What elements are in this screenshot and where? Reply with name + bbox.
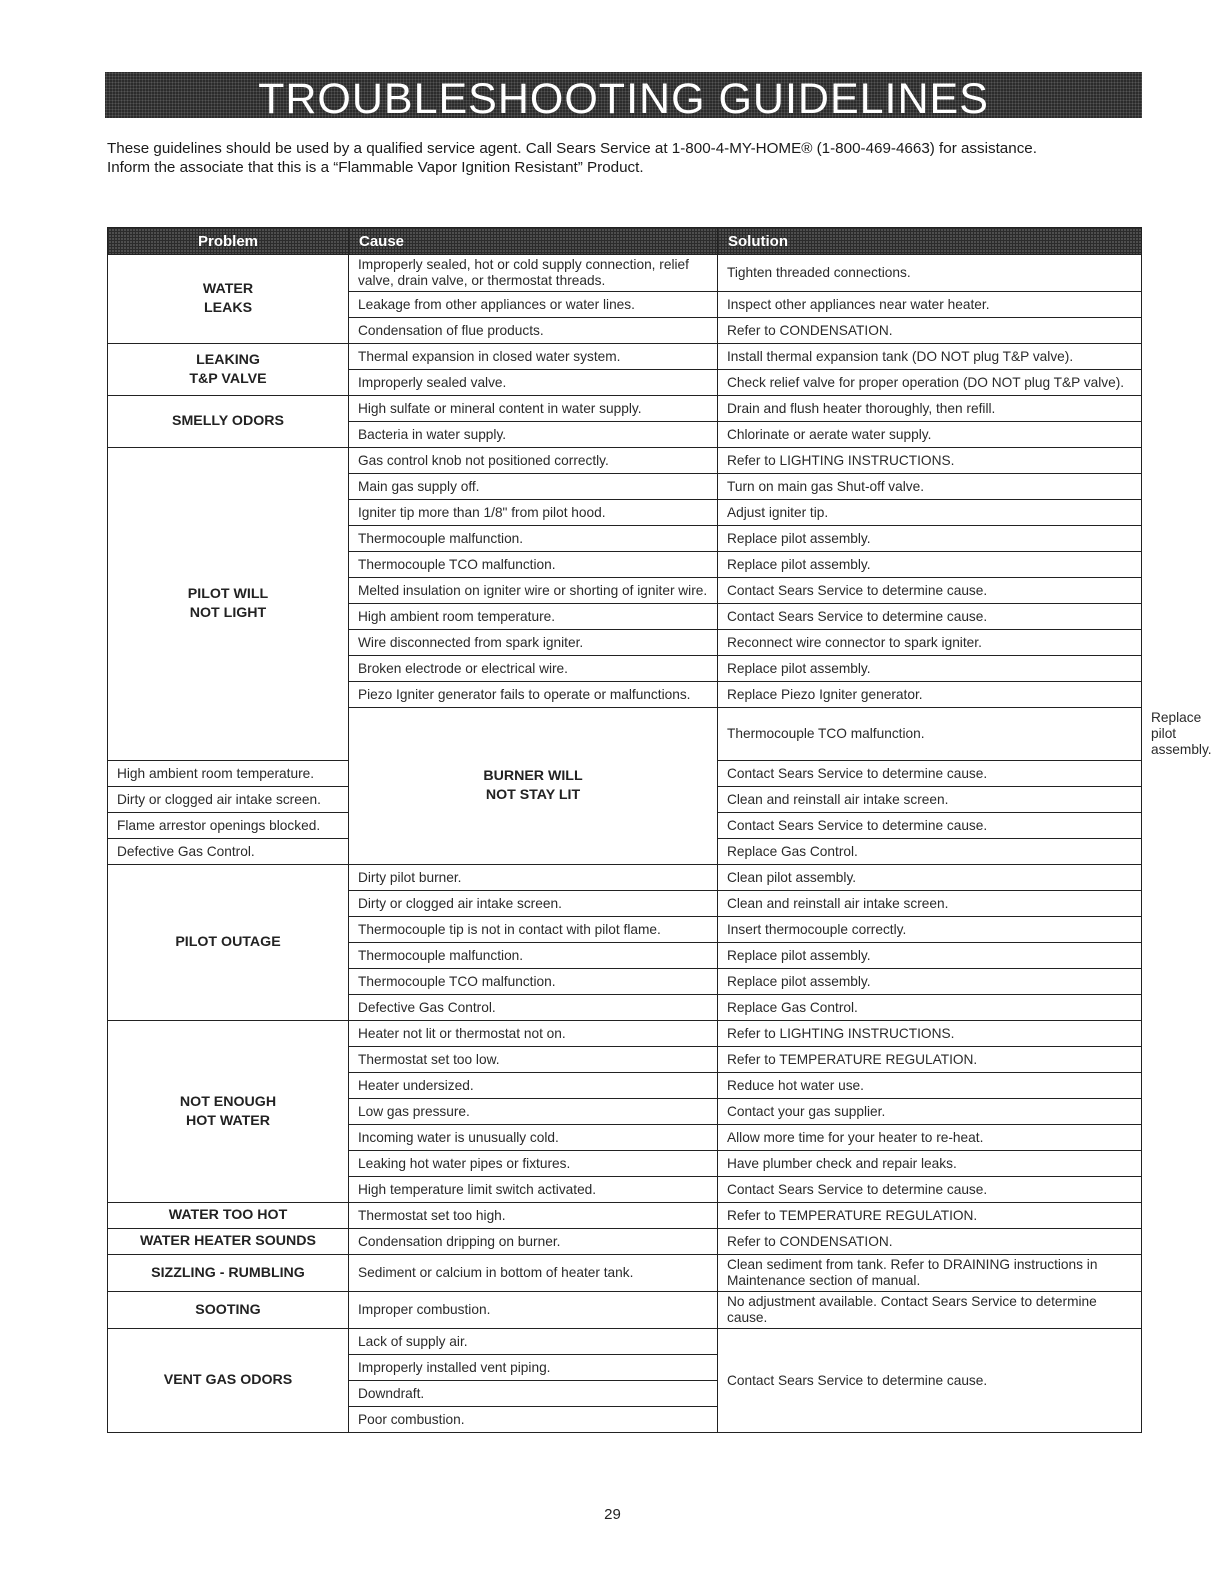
solution-cell: Turn on main gas Shut-off valve. <box>718 474 1142 500</box>
solution-cell: Allow more time for your heater to re-heat. <box>718 1125 1142 1151</box>
problem-cell: LEAKING T&P VALVE <box>108 344 349 396</box>
cause-cell: Dirty or clogged air intake screen. <box>108 787 349 813</box>
problem-cell: WATER LEAKS <box>108 255 349 344</box>
cause-cell: High ambient room temperature. <box>108 761 349 787</box>
cause-cell: Thermocouple TCO malfunction. <box>349 552 718 578</box>
solution-cell: Replace pilot assembly. <box>718 526 1142 552</box>
troubleshooting-table <box>107 227 1212 1433</box>
solution-cell: Contact Sears Service to determine cause. <box>718 578 1142 604</box>
cause-cell: Gas control knob not positioned correctly. <box>349 448 718 474</box>
table-row <box>108 344 1142 370</box>
cause-cell: Defective Gas Control. <box>108 839 349 865</box>
solution-cell: Contact your gas supplier. <box>718 1099 1142 1125</box>
cause-cell: Sediment or calcium in bottom of heater tank. <box>349 1255 718 1292</box>
cause-cell: Thermocouple malfunction. <box>349 526 718 552</box>
cause-cell: Igniter tip more than 1/8" from pilot hood. <box>349 500 718 526</box>
cause-cell: Wire disconnected from spark igniter. <box>349 630 718 656</box>
solution-cell: Inspect other appliances near water heater. <box>718 292 1142 318</box>
cause-cell: Downdraft. <box>349 1381 718 1407</box>
solution-cell: Contact Sears Service to determine cause. <box>718 604 1142 630</box>
cause-cell: Broken electrode or electrical wire. <box>349 656 718 682</box>
table-header-row <box>108 228 1142 255</box>
cause-cell: Poor combustion. <box>349 1407 718 1433</box>
solution-cell: Adjust igniter tip. <box>718 500 1142 526</box>
problem-cell: PILOT WILL NOT LIGHT <box>108 448 349 761</box>
table-row: BURNER WILL NOT STAY LIT Thermocouple TCO malfunction. Replace pilot assembly. <box>108 708 1142 761</box>
table-row <box>108 255 1142 292</box>
page-title: TROUBLESHOOTING GUIDELINES <box>258 75 989 123</box>
cause-cell: Flame arrestor openings blocked. <box>108 813 349 839</box>
solution-cell: Refer to TEMPERATURE REGULATION. <box>718 1047 1142 1073</box>
cause-cell: Lack of supply air. <box>349 1329 718 1355</box>
table-row <box>108 865 1142 891</box>
cause-cell: High sulfate or mineral content in water supply. <box>349 396 718 422</box>
cause-cell: Condensation dripping on burner. <box>349 1229 718 1255</box>
cause-cell: High ambient room temperature. <box>349 604 718 630</box>
problem-cell: SIZZLING - RUMBLING <box>108 1255 349 1292</box>
solution-cell: Drain and flush heater thoroughly, then refill. <box>718 396 1142 422</box>
cause-cell: Thermocouple TCO malfunction. <box>718 708 1142 761</box>
problem-cell: NOT ENOUGH HOT WATER <box>108 1021 349 1203</box>
cause-cell: Dirty pilot burner. <box>349 865 718 891</box>
cause-cell: Condensation of flue products. <box>349 318 718 344</box>
solution-cell: Refer to CONDENSATION. <box>718 318 1142 344</box>
solution-cell: Refer to TEMPERATURE REGULATION. <box>718 1203 1142 1229</box>
solution-cell: Refer to LIGHTING INSTRUCTIONS. <box>718 448 1142 474</box>
cause-cell: Improper combustion. <box>349 1292 718 1329</box>
solution-cell: Clean and reinstall air intake screen. <box>718 787 1142 813</box>
solution-cell: Replace pilot assembly. <box>718 552 1142 578</box>
cause-cell: Heater undersized. <box>349 1073 718 1099</box>
cause-cell: Melted insulation on igniter wire or shorting of igniter wire. <box>349 578 718 604</box>
solution-cell: Replace Gas Control. <box>718 839 1142 865</box>
solution-cell: Refer to LIGHTING INSTRUCTIONS. <box>718 1021 1142 1047</box>
cause-cell: Thermocouple TCO malfunction. <box>349 969 718 995</box>
problem-cell: WATER HEATER SOUNDS <box>108 1229 349 1255</box>
solution-cell: Replace pilot assembly. <box>718 969 1142 995</box>
table-row <box>108 1292 1142 1329</box>
intro-line: These guidelines should be used by a qualified service agent. Call Sears Service at 1-800-4-MY-HOME® (1-800-469-4663) for assistance. <box>107 140 1037 157</box>
solution-cell: Clean sediment from tank. Refer to DRAINING instructions in Maintenance section of manual. <box>718 1255 1142 1292</box>
solution-cell: Clean pilot assembly. <box>718 865 1142 891</box>
cause-cell: Thermostat set too high. <box>349 1203 718 1229</box>
cause-cell: Thermostat set too low. <box>349 1047 718 1073</box>
solution-cell: Replace Gas Control. <box>718 995 1142 1021</box>
cause-cell: Improperly sealed, hot or cold supply connection, relief valve, drain valve, or thermostat threads. <box>349 255 718 292</box>
title-banner <box>105 72 1142 123</box>
intro-text <box>107 139 1147 177</box>
solution-cell: Refer to CONDENSATION. <box>718 1229 1142 1255</box>
solution-cell: Reconnect wire connector to spark igniter. <box>718 630 1142 656</box>
cause-cell: Low gas pressure. <box>349 1099 718 1125</box>
table-row <box>108 396 1142 422</box>
problem-cell: WATER TOO HOT <box>108 1203 349 1229</box>
cause-cell: High temperature limit switch activated. <box>349 1177 718 1203</box>
solution-cell: Check relief valve for proper operation (DO NOT plug T&P valve). <box>718 370 1142 396</box>
solution-cell: Chlorinate or aerate water supply. <box>718 422 1142 448</box>
solution-cell: Contact Sears Service to determine cause. <box>718 813 1142 839</box>
solution-cell: Clean and reinstall air intake screen. <box>718 891 1142 917</box>
table-row <box>108 1329 1142 1355</box>
cause-cell: Thermal expansion in closed water system. <box>349 344 718 370</box>
solution-cell: Replace pilot assembly. <box>718 656 1142 682</box>
table-row <box>108 1021 1142 1047</box>
problem-cell: BURNER WILL NOT STAY LIT <box>349 708 718 865</box>
cause-cell: Improperly installed vent piping. <box>349 1355 718 1381</box>
table-row <box>108 448 1142 474</box>
cause-cell: Defective Gas Control. <box>349 995 718 1021</box>
cause-cell: Leakage from other appliances or water lines. <box>349 292 718 318</box>
solution-cell: Have plumber check and repair leaks. <box>718 1151 1142 1177</box>
cause-cell: Leaking hot water pipes or fixtures. <box>349 1151 718 1177</box>
solution-cell: Replace pilot assembly. <box>718 943 1142 969</box>
solution-cell: Install thermal expansion tank (DO NOT plug T&P valve). <box>718 344 1142 370</box>
solution-cell: Reduce hot water use. <box>718 1073 1142 1099</box>
cause-cell: Thermocouple malfunction. <box>349 943 718 969</box>
table-row <box>108 1229 1142 1255</box>
cause-cell: Piezo Igniter generator fails to operate or malfunctions. <box>349 682 718 708</box>
problem-cell: SMELLY ODORS <box>108 396 349 448</box>
solution-cell: Contact Sears Service to determine cause. <box>718 1329 1142 1433</box>
table-row <box>108 1255 1142 1292</box>
solution-cell: No adjustment available. Contact Sears Service to determine cause. <box>718 1292 1142 1329</box>
page-number: 29 <box>604 1506 621 1523</box>
cause-cell: Thermocouple tip is not in contact with pilot flame. <box>349 917 718 943</box>
column-header-solution: Solution <box>718 228 1142 255</box>
intro-line: Inform the associate that this is a “Flammable Vapor Ignition Resistant” Product. <box>107 159 644 176</box>
cause-cell: Heater not lit or thermostat not on. <box>349 1021 718 1047</box>
table-row <box>108 1203 1142 1229</box>
problem-cell: SOOTING <box>108 1292 349 1329</box>
solution-cell: Contact Sears Service to determine cause. <box>718 1177 1142 1203</box>
solution-cell: Replace Piezo Igniter generator. <box>718 682 1142 708</box>
cause-cell: Dirty or clogged air intake screen. <box>349 891 718 917</box>
cause-cell: Bacteria in water supply. <box>349 422 718 448</box>
solution-cell: Tighten threaded connections. <box>718 255 1142 292</box>
problem-cell: VENT GAS ODORS <box>108 1329 349 1433</box>
cause-cell: Main gas supply off. <box>349 474 718 500</box>
table-body <box>108 255 1212 1433</box>
solution-cell: Insert thermocouple correctly. <box>718 917 1142 943</box>
solution-cell: Contact Sears Service to determine cause. <box>718 761 1142 787</box>
problem-cell: PILOT OUTAGE <box>108 865 349 1021</box>
column-header-problem: Problem <box>108 228 349 255</box>
cause-cell: Improperly sealed valve. <box>349 370 718 396</box>
cause-cell: Incoming water is unusually cold. <box>349 1125 718 1151</box>
column-header-cause: Cause <box>349 228 718 255</box>
